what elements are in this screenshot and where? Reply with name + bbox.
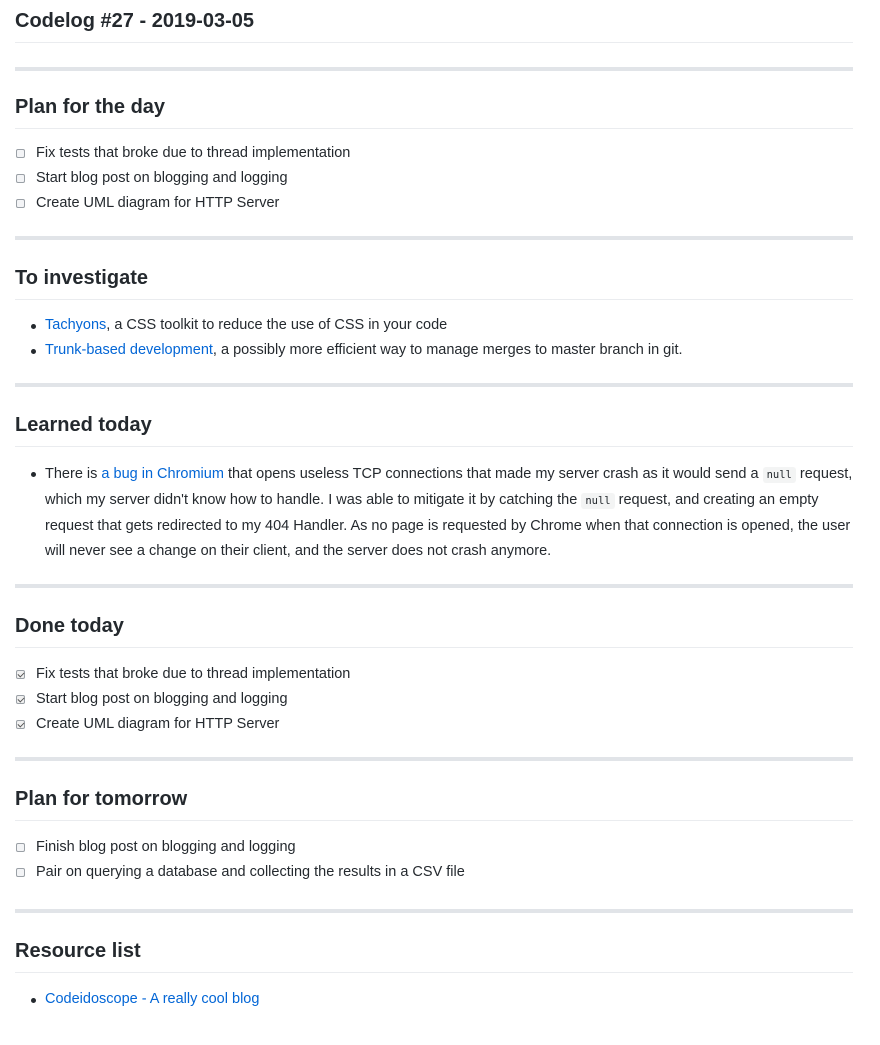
task-item	[15, 687, 853, 712]
link-codeidoscope[interactable]: Codeidoscope - A really cool blog	[45, 991, 260, 1007]
task-checkbox[interactable]	[16, 149, 25, 158]
list-item	[15, 338, 853, 363]
section-divider	[15, 383, 853, 387]
list-learned-today	[15, 462, 853, 564]
task-list-plan-day	[15, 141, 853, 216]
task-item	[15, 662, 853, 687]
task-checkbox[interactable]	[16, 868, 25, 877]
task-item	[15, 835, 853, 860]
section-divider	[15, 584, 853, 588]
bullet-dot	[31, 324, 36, 329]
task-checkbox[interactable]	[16, 174, 25, 183]
paragraph-text: request, which my server didn't know how to handle. I was able to mitigate it by catching the	[45, 466, 853, 508]
task-checkbox[interactable]	[16, 199, 25, 208]
heading-resource-list: Resource list	[15, 939, 853, 973]
task-checkbox-checked[interactable]	[16, 695, 25, 704]
task-list-plan-tomorrow	[15, 835, 853, 885]
task-label: Pair on querying a database and collecting the results in a CSV file	[36, 864, 465, 880]
heading-learned-today: Learned today	[15, 413, 853, 447]
task-label: Start blog post on blogging and logging	[36, 691, 288, 707]
link-trunk-based-development[interactable]: Trunk-based development	[45, 342, 213, 358]
task-label: Create UML diagram for HTTP Server	[36, 195, 280, 211]
task-item	[15, 141, 853, 166]
task-label: Finish blog post on blogging and logging	[36, 839, 296, 855]
task-label: Fix tests that broke due to thread implementation	[36, 666, 351, 682]
bullet-dot	[31, 349, 36, 354]
list-item	[15, 313, 853, 338]
task-label: Fix tests that broke due to thread implementation	[36, 145, 351, 161]
list-item	[15, 462, 853, 564]
list-resources	[15, 987, 853, 1012]
link-tachyons[interactable]: Tachyons	[45, 317, 107, 333]
list-item-text: , a CSS toolkit to reduce the use of CSS in your code	[106, 317, 448, 333]
list-item	[15, 987, 853, 1012]
list-to-investigate	[15, 313, 853, 363]
task-item	[15, 712, 853, 737]
inline-code: null	[763, 467, 796, 483]
bullet-dot	[31, 998, 36, 1003]
task-list-done-today	[15, 662, 853, 737]
link-chromium-bug[interactable]: a bug in Chromium	[101, 466, 224, 482]
paragraph-text: that opens useless TCP connections that made my server crash as it would send a	[223, 466, 763, 482]
page-title: Codelog #27 - 2019-03-05	[15, 0, 853, 43]
section-divider	[15, 909, 853, 913]
task-checkbox[interactable]	[16, 843, 25, 852]
task-item	[15, 191, 853, 216]
paragraph-text: request, and creating an empty request that gets redirected to my 404 Handler. As no page is requested by Chrome when that connection is opened, the user will never see a change on their client, and the server does not crash anymore.	[45, 492, 851, 559]
paragraph-text: There is	[45, 466, 102, 482]
inline-code: null	[581, 493, 614, 509]
heading-to-investigate: To investigate	[15, 266, 853, 300]
list-item-text: , a possibly more efficient way to manage merges to master branch in git.	[212, 342, 683, 358]
section-divider	[15, 67, 853, 71]
heading-plan-for-tomorrow: Plan for tomorrow	[15, 787, 853, 821]
task-item	[15, 860, 853, 885]
task-item	[15, 166, 853, 191]
task-checkbox-checked[interactable]	[16, 670, 25, 679]
task-label: Start blog post on blogging and logging	[36, 170, 288, 186]
bullet-dot	[31, 472, 36, 477]
section-divider	[15, 236, 853, 240]
heading-plan-for-the-day: Plan for the day	[15, 95, 853, 129]
section-divider	[15, 757, 853, 761]
task-label: Create UML diagram for HTTP Server	[36, 716, 280, 732]
task-checkbox-checked[interactable]	[16, 720, 25, 729]
heading-done-today: Done today	[15, 614, 853, 648]
